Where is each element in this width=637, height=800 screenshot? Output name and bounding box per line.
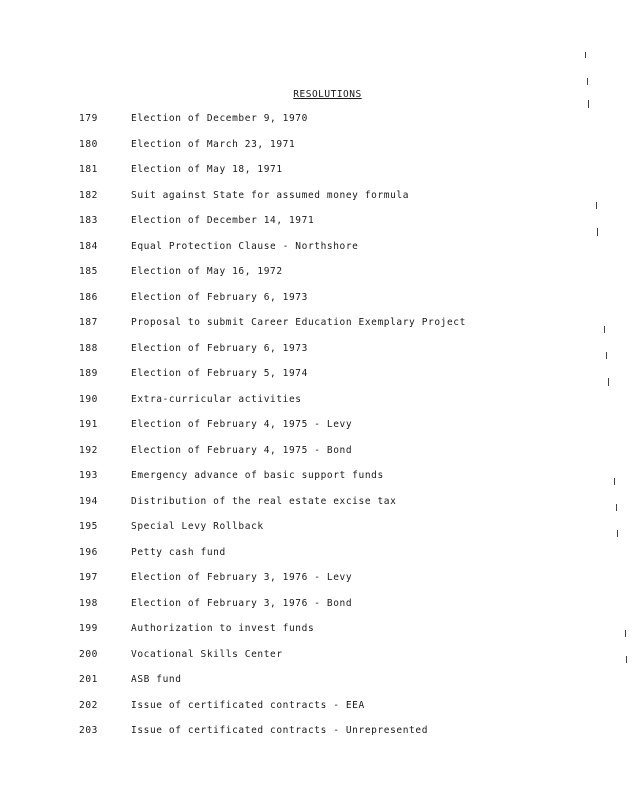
resolution-number: 197 [79,572,98,583]
scan-mark [616,504,617,511]
resolution-title: Election of December 9, 1970 [131,113,308,124]
resolution-title: Distribution of the real estate excise tax [131,495,397,507]
list-item [0,725,637,751]
resolution-number: 201 [79,674,98,685]
resolution-title: Emergency advance of basic support funds [131,470,384,481]
resolution-number: 186 [79,291,98,303]
scan-mark [587,78,588,85]
list-item [0,419,637,445]
scan-mark [585,52,586,58]
list-item [0,266,637,292]
scan-mark [617,530,618,537]
list-item [0,190,637,216]
resolution-number: 199 [79,623,98,634]
resolution-title: Petty cash fund [131,546,226,558]
scan-mark [626,656,627,663]
resolution-title: Election of February 4, 1975 - Levy [131,419,353,430]
resolution-number: 193 [79,470,98,481]
scan-mark [625,630,626,637]
resolution-title: Issue of certificated contracts - Unrepresented [131,725,429,736]
resolution-list [0,113,637,751]
resolution-title: Election of May 18, 1971 [131,164,283,175]
resolution-number: 189 [79,368,98,379]
resolution-number: 192 [79,444,98,456]
resolution-number: 188 [79,342,98,354]
list-item [0,113,637,139]
resolution-title: Election of February 6, 1973 [131,291,308,303]
resolution-title: Vocational Skills Center [131,648,283,660]
list-item [0,521,637,547]
list-item [0,496,637,522]
resolution-number: 202 [79,699,98,711]
resolution-number: 196 [79,546,98,558]
resolution-title: Suit against State for assumed money formula [131,189,410,201]
list-item [0,445,637,471]
scan-mark [597,228,598,236]
resolution-number: 184 [79,240,98,252]
list-item [0,241,637,267]
resolution-number: 187 [79,317,98,328]
scan-mark [604,326,605,333]
list-item [0,470,637,496]
list-item [0,368,637,394]
list-item [0,292,637,318]
resolution-number: 195 [79,521,98,532]
list-item [0,547,637,573]
resolution-title: Issue of certificated contracts - EEA [131,699,365,711]
resolution-title: Authorization to invest funds [131,623,315,634]
scan-mark [608,378,609,386]
scan-mark [588,100,589,108]
resolution-number: 194 [79,495,98,507]
page-title: RESOLUTIONS [293,89,362,100]
resolution-number: 190 [79,393,98,405]
list-item [0,598,637,624]
resolution-number: 198 [79,597,98,609]
scan-mark [596,202,597,209]
scan-mark [614,478,615,485]
resolution-title: Election of December 14, 1971 [131,215,315,226]
list-item [0,343,637,369]
list-item [0,623,637,649]
resolution-number: 203 [79,725,98,736]
resolution-title: Election of February 3, 1976 - Bond [131,597,353,609]
list-item [0,139,637,165]
resolution-title: Election of February 6, 1973 [131,342,308,354]
list-item [0,649,637,675]
resolution-title: Election of February 3, 1976 - Levy [131,572,353,583]
resolution-number: 182 [79,189,98,201]
resolution-title: Proposal to submit Career Education Exemplary Project [131,317,466,328]
list-item [0,700,637,726]
resolution-number: 183 [79,215,98,226]
list-item [0,674,637,700]
resolution-number: 180 [79,138,98,150]
resolution-title: Election of February 4, 1975 - Bond [131,444,353,456]
resolution-title: Special Levy Rollback [131,521,264,532]
list-item [0,394,637,420]
scan-mark [606,352,607,359]
resolution-number: 181 [79,164,98,175]
resolution-number: 185 [79,266,98,277]
list-item [0,164,637,190]
resolution-title: Election of February 5, 1974 [131,368,308,379]
list-item [0,317,637,343]
resolution-title: Election of March 23, 1971 [131,138,296,150]
resolution-title: Election of May 16, 1972 [131,266,283,277]
resolution-title: ASB fund [131,674,182,685]
list-item [0,215,637,241]
resolution-number: 200 [79,648,98,660]
list-item [0,572,637,598]
resolution-number: 179 [79,113,98,124]
resolution-number: 191 [79,419,98,430]
resolution-title: Extra-curricular activities [131,393,302,405]
resolution-title: Equal Protection Clause - Northshore [131,240,359,252]
